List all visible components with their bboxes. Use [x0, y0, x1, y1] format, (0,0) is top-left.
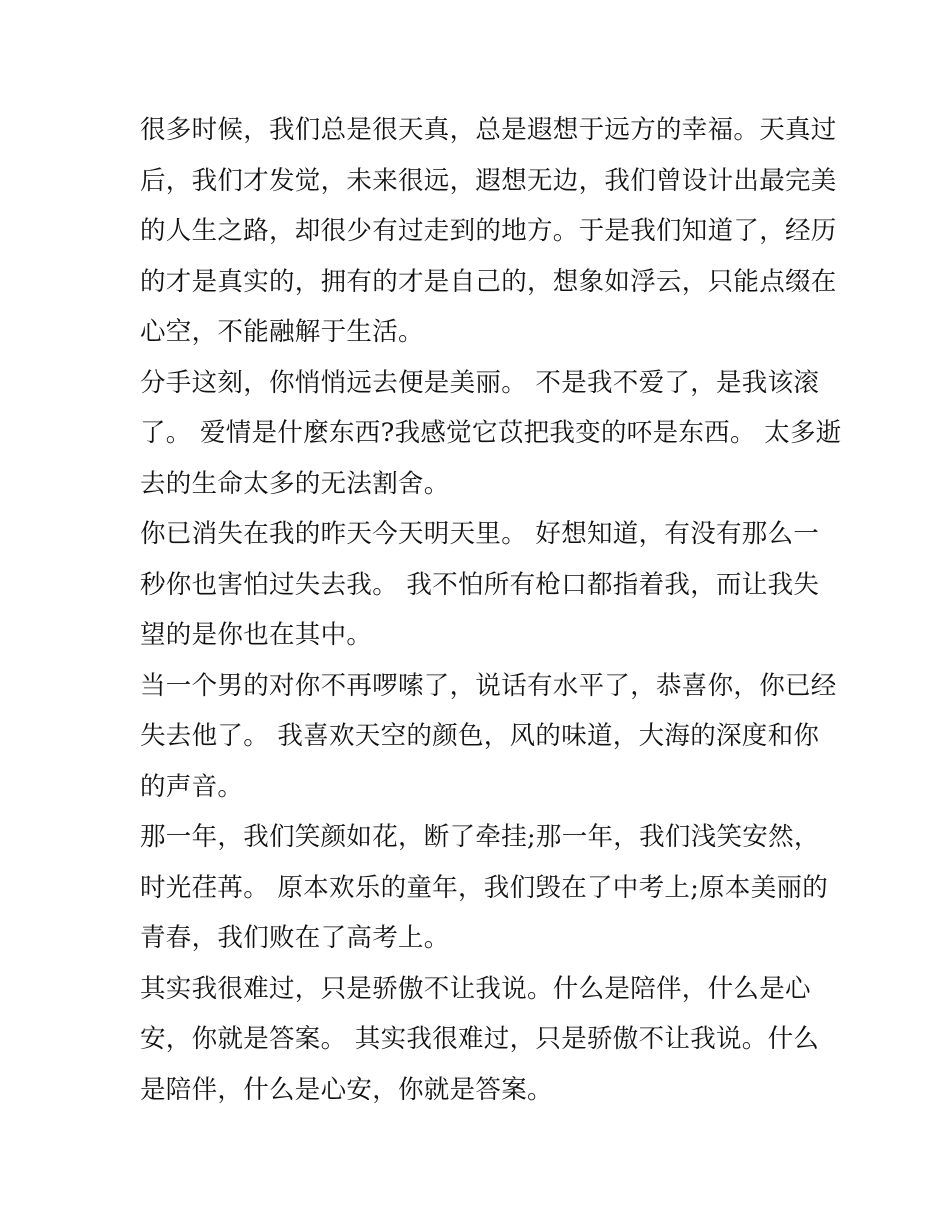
- text-line: 时光荏苒。 原本欢乐的童年，我们毁在了中考上;原本美丽的: [140, 872, 829, 903]
- text-line: 分手这刻，你悄悄远去便是美丽。 不是我不爱了，是我该滚: [140, 367, 820, 398]
- text-line: 失去他了。 我喜欢天空的颜色，风的味道，大海的深度和你: [140, 721, 820, 751]
- text-line: 了。 爱情是什麼东西?我感觉它苡把我变的吥是东西。 太多逝: [140, 418, 842, 448]
- text-line: 望的是你也在其中。: [140, 620, 373, 650]
- paragraph-5: [140, 812, 829, 964]
- text-line: 的声音。: [140, 771, 244, 802]
- paragraph-3: [140, 509, 820, 661]
- text-line: 去的生命太多的无法割舍。: [140, 468, 450, 499]
- text-line: 当一个男的对你不再啰嗦了，说话有水平了，恭喜你，你已经: [140, 670, 837, 701]
- paragraph-2: [140, 358, 842, 510]
- paragraph-4: [140, 661, 837, 813]
- paragraph-6: [140, 964, 820, 1116]
- text-line: 那一年，我们笑颜如花，断了牵挂;那一年，我们浅笑安然，: [140, 822, 820, 852]
- text-line: 其实我很难过，只是骄傲不让我说。什么是陪伴，什么是心: [140, 973, 811, 1004]
- text-line: 秒你也害怕过失去我。 我不怕所有枪口都指着我，而让我失: [140, 569, 820, 600]
- text-line: 的人生之路，却很少有过走到的地方。于是我们知道了，经历: [140, 216, 837, 246]
- text-line: 的才是真实的，拥有的才是自己的，想象如浮云，只能点缀在: [140, 266, 837, 297]
- text-line: 是陪伴，什么是心安，你就是答案。: [140, 1074, 553, 1105]
- text-line: 安，你就是答案。 其实我很难过，只是骄傲不让我说。什么: [140, 1024, 820, 1054]
- text-line: 心空，不能融解于生活。: [140, 317, 424, 347]
- paragraph-1: [140, 105, 837, 358]
- text-line: 青春，我们败在了高考上。: [140, 923, 450, 953]
- document-body: [140, 105, 842, 1115]
- text-line: 后，我们才发觉，未来很远，遐想无边，我们曾设计出最完美: [140, 165, 837, 196]
- text-line: 你已消失在我的昨天今天明天里。 好想知道，有没有那么一: [140, 519, 820, 549]
- text-line: 很多时候，我们总是很天真，总是遐想于远方的幸福。天真过: [140, 115, 837, 145]
